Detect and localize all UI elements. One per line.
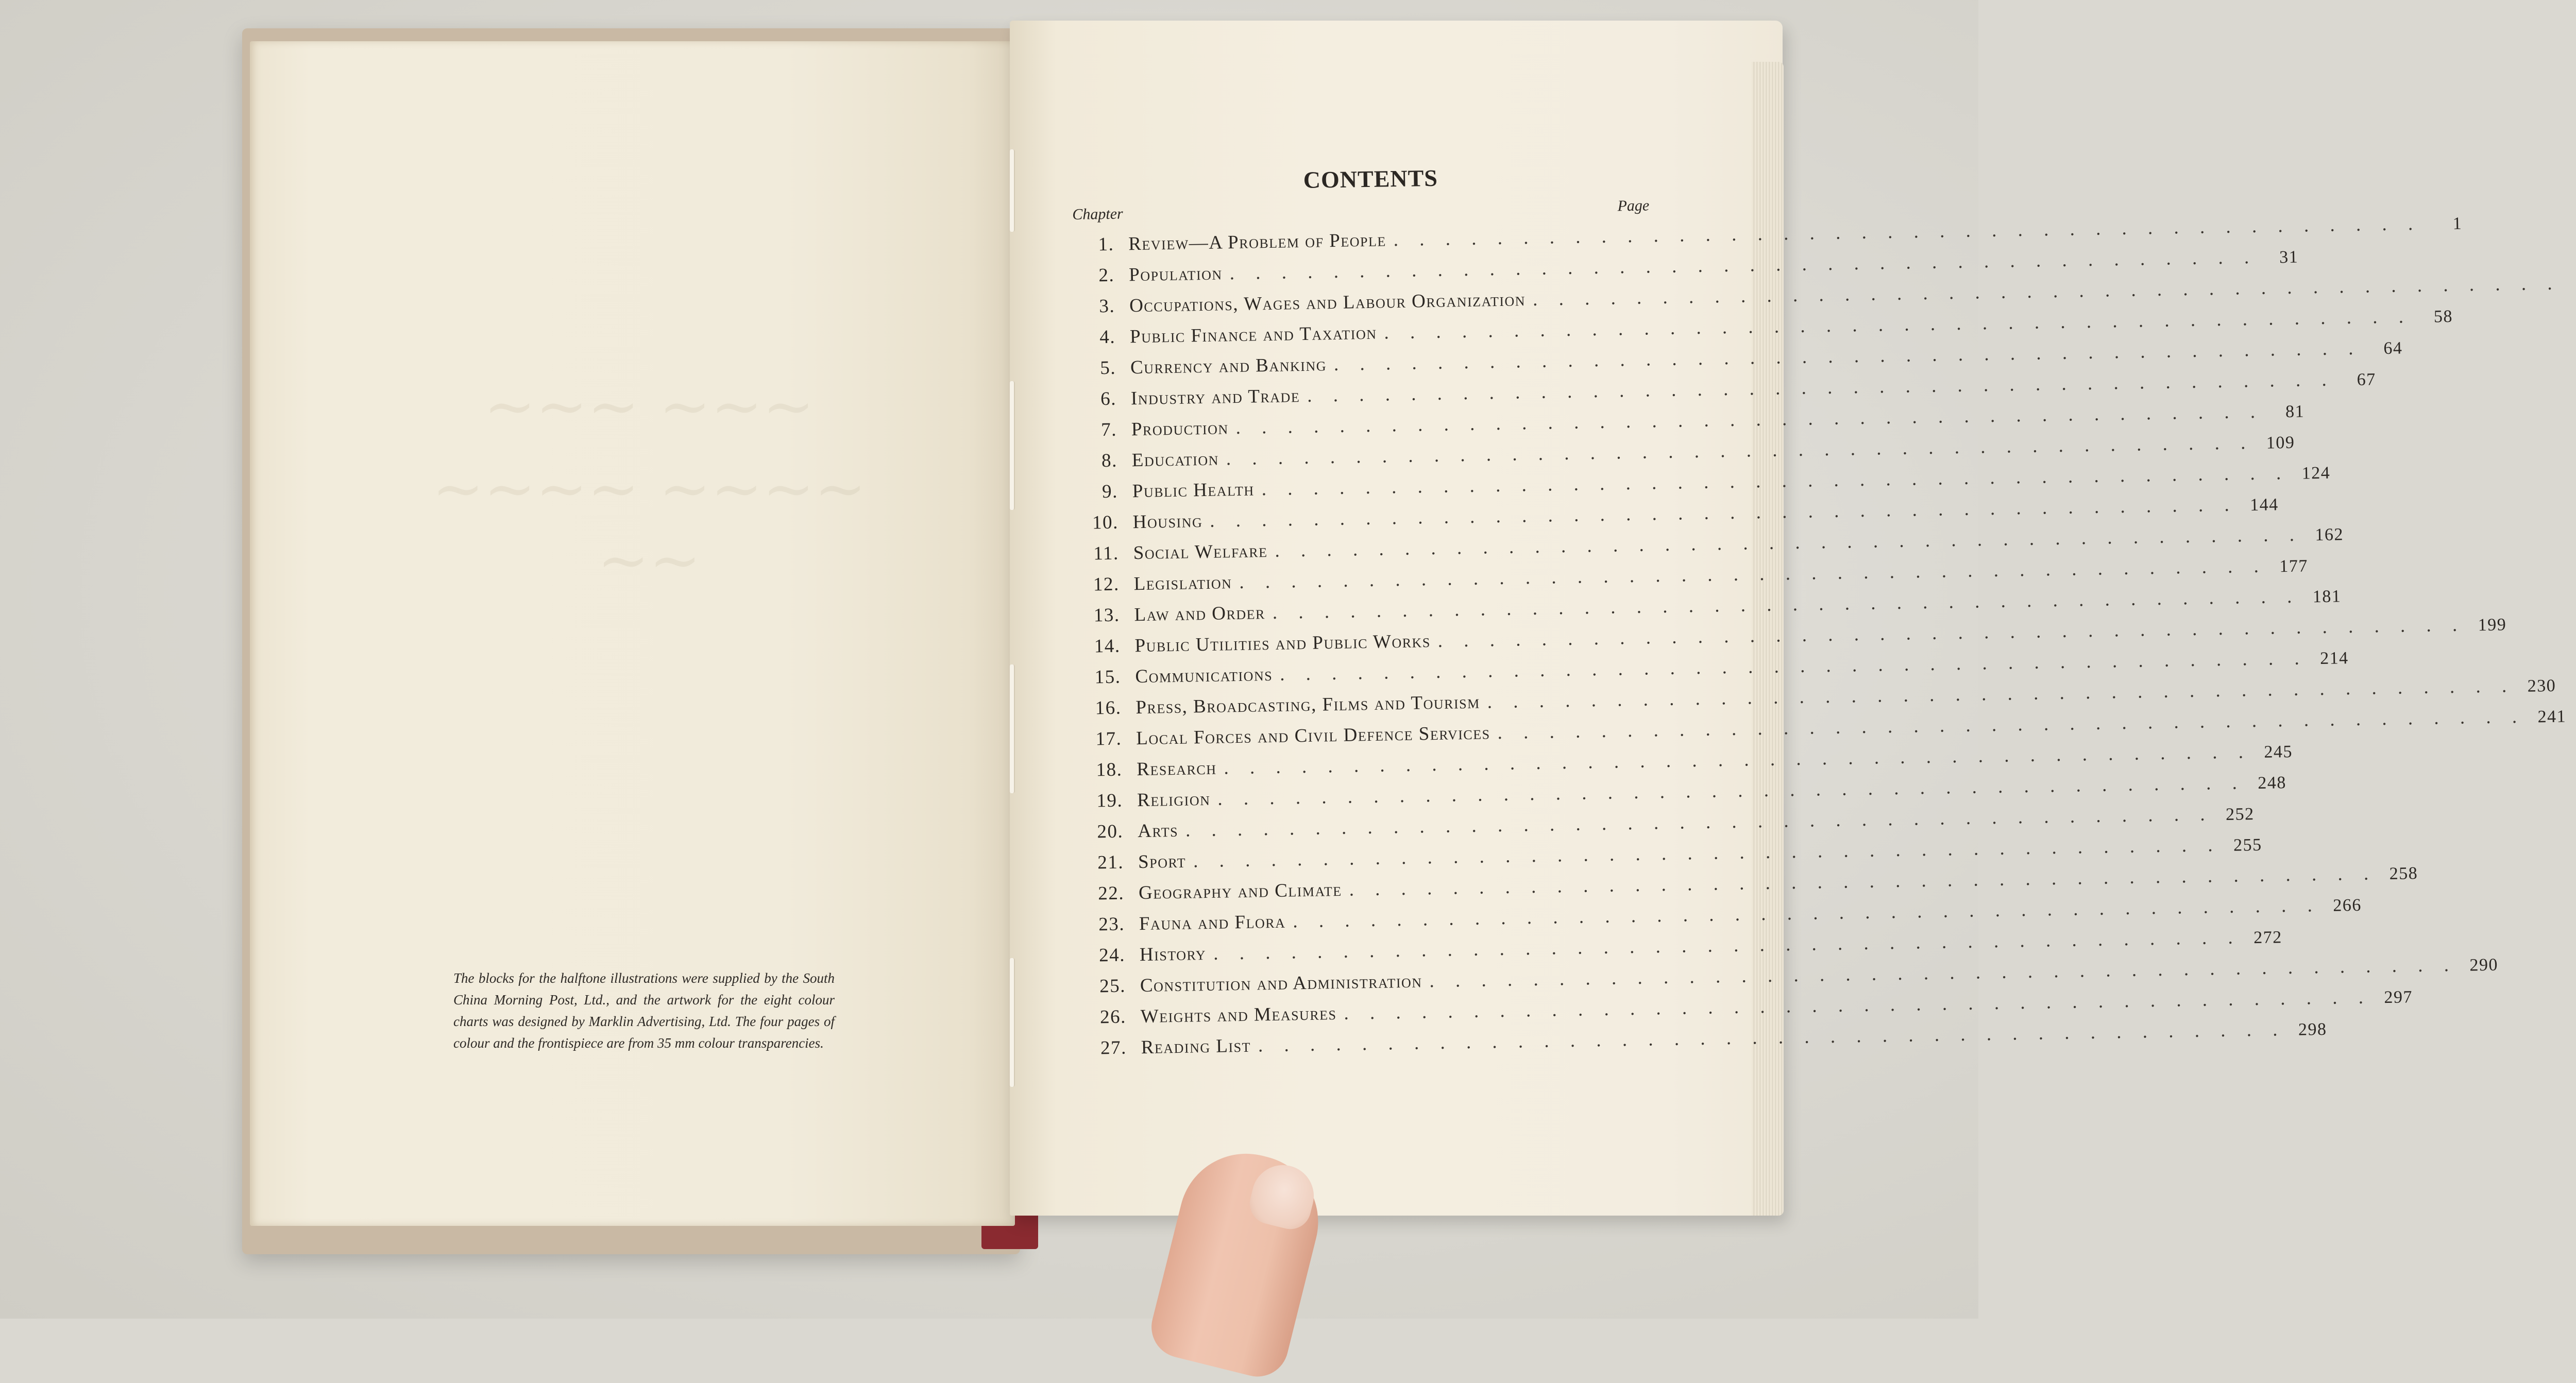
chapter-number: 23. [1098,913,1125,935]
chapter-number: 4. [1099,326,1116,348]
page-number [2560,274,2576,294]
show-through-text-2: ~~~~ ~~~~ ~~ [432,453,867,596]
contents-title: CONTENTS [1303,164,1438,193]
chapter-number: 1. [1098,233,1114,255]
chapter-number: 13. [1093,604,1120,626]
show-through-text-1: ~~~ ~~~ [484,371,815,442]
chapter-number: 24. [1098,944,1126,966]
chapter-title: Weights and Measures [1140,1003,1337,1028]
chapter-number: 19. [1096,790,1123,812]
page-number: 31 [2279,247,2299,267]
chapter-title: Law and Order [1134,602,1266,626]
page-number: 252 [2225,805,2255,824]
chapter-title: Currency and Banking [1130,354,1327,379]
page-number: 266 [2333,895,2362,915]
dot-leader: . . . . . . . . . . . . . . . . . . . . . . . . . . . . . . . . . . . . . . . . [1261,462,2290,500]
chapter-title: Education [1131,448,1219,471]
chapter-title: History [1139,943,1207,966]
dot-leader: . . . . . . . . . . . . . . . . . . . . . . . . . . . . . . . . . . . . . . . . [1272,586,2300,623]
dot-leader: . . . . . . . . . . . . . . . . . . . . . . . . . . . . . . . . . . . . . . . . [1226,432,2254,470]
chapter-number: 22. [1098,882,1125,904]
chapter-number: 7. [1100,419,1117,441]
page-number: 297 [2384,987,2413,1008]
chapter-number: 3. [1099,295,1115,317]
page-number: 109 [2266,433,2295,453]
dot-leader: . . . . . . . . . . . . . . . . . . . . . . . . . . . . . . . . . . . . . . . . [1429,954,2458,992]
chapter-number: 18. [1096,759,1123,781]
chapter-column-label: Chapter [1072,205,1123,223]
chapter-title: Occupations, Wages and Labour Organization [1129,289,1526,317]
chapter-number: 6. [1100,388,1117,410]
chapter-number: 11. [1093,542,1120,565]
dot-leader: . . . . . . . . . . . . . . . . . . . . . . . . . . . . . . . . . . . . . . . . [1224,741,2252,779]
dot-leader: . . . . . . . . . . . . . . . . . . . . . . . . . . . . . . . . . . . . . . . . [1437,614,2466,652]
chapter-title: Review—A Problem of People [1128,229,1387,255]
chapter-title: Population [1128,263,1223,286]
dot-leader: . . . . . . . . . . . . . . . . . . . . . . . . . . . . . . . . . . . . . . . . [1217,772,2246,810]
chapter-title: Industry and Trade [1130,385,1300,409]
chapter-number: 16. [1095,697,1122,719]
binding-stitch [1009,149,1015,232]
page-column-label: Page [1617,197,1650,215]
page-number: 181 [2312,587,2342,607]
chapter-title: Public Health [1132,479,1255,502]
chapter-title: Production [1131,417,1229,440]
chapter-title: Communications [1135,663,1273,688]
page-number: 298 [2298,1019,2327,1039]
page-number: 248 [2258,773,2287,793]
dot-leader: . . . . . . . . . . . . . . . . . . . . . . . . . . . . . . . . . . . . . . . . [1532,272,2561,310]
chapter-title: Reading List [1141,1035,1251,1058]
chapter-number: 20. [1097,821,1124,843]
dot-leader: . . . . . . . . . . . . . . . . . . . . . . . . . . . . . . . . . . . . . . . . [1193,834,2221,872]
dot-leader: . . . . . . . . . . . . . . . . . . . . . . . . . . . . . . . . . . . . . . . . [1349,863,2377,900]
chapter-title: Legislation [1133,572,1232,595]
dot-leader: . . . . . . . . . . . . . . . . . . . . . . . . . . . . . . . . . . . . . . . . [1487,675,2515,713]
dot-leader: . . . . . . . . . . . . . . . . . . . . . . . . . . . . . . . . . . . . . . . . [1279,647,2308,685]
chapter-number: 15. [1094,666,1121,688]
dot-leader: . . . . . . . . . . . . . . . . . . . . . . . . . . . . . . . . . . . . . . . . [1235,401,2264,439]
dot-leader: . . . . . . . . . . . . . . . . . . . . . . . . . . . . . . . . . . . . . . . . [1384,306,2412,344]
page-number: 177 [2279,556,2309,576]
chapter-title: Religion [1137,788,1211,811]
chapter-title: Geography and Climate [1138,879,1342,904]
chapter-title: Fauna and Flora [1139,911,1286,935]
chapter-number: 14. [1094,635,1121,657]
dot-leader: . . . . . . . . . . . . . . . . . . . . . . . . . . . . . . . . . . . . . . . . [1344,986,2372,1024]
chapter-title: Press, Broadcasting, Films and Tourism [1136,691,1480,719]
page-number: 144 [2249,495,2279,515]
page-number: 272 [2253,928,2282,948]
chapter-number: 8. [1101,450,1118,472]
dot-leader: . . . . . . . . . . . . . . . . . . . . . . . . . . . . . . . . . . . . . . . . [1229,246,2258,284]
page-number: 1 [2452,214,2463,233]
dot-leader: . . . . . . . . . . . . . . . . . . . . . . . . . . . . . . . . . . . . . . . . [1393,213,2421,251]
chapter-title: Local Forces and Civil Defence Services [1136,722,1490,749]
page-number: 162 [2315,525,2344,545]
chapter-number: 26. [1099,1006,1127,1028]
binding-stitch [1009,664,1015,793]
dot-leader: . . . . . . . . . . . . . . . . . . . . . . . . . . . . . . . . . . . . . . . . [1497,706,2526,744]
page-number: 58 [2433,306,2453,327]
dot-leader: . . . . . . . . . . . . . . . . . . . . . . . . . . . . . . . . . . . . . . . . [1258,1019,2286,1056]
dot-leader: . . . . . . . . . . . . . . . . . . . . . . . . . . . . . . . . . . . . . . . . [1213,927,2241,964]
page-number: 64 [2383,338,2403,358]
chapter-number: 12. [1093,573,1120,595]
page-number: 67 [2357,370,2376,389]
chapter-number: 25. [1099,975,1126,997]
dot-leader: . . . . . . . . . . . . . . . . . . . . . . . . . . . . . . . . . . . . . . . . [1293,895,2321,932]
binding-stitch [1009,381,1015,510]
chapter-title: Sport [1138,850,1187,873]
page-number: 290 [2469,955,2499,975]
chapter-number: 27. [1100,1037,1127,1059]
chapter-title: Public Finance and Taxation [1129,322,1377,348]
table-of-contents [1072,161,2567,1068]
chapter-title: Research [1136,757,1217,780]
chapter-number: 10. [1092,511,1119,534]
dot-leader: . . . . . . . . . . . . . . . . . . . . . . . . . . . . . . . . . . . . . . . . [1209,494,2238,532]
page-number: 245 [2264,742,2293,762]
dot-leader: . . . . . . . . . . . . . . . . . . . . . . . . . . . . . . . . . . . . . . . . [1275,524,2303,561]
chapter-title: Housing [1132,510,1203,533]
chapter-title: Arts [1137,819,1179,842]
chapter-number: 17. [1095,728,1122,750]
chapter-title: Public Utilities and Public Works [1134,630,1431,657]
page-number: 81 [2285,402,2305,422]
dot-leader: . . . . . . . . . . . . . . . . . . . . . . . . . . . . . . . . . . . . . . . . [1307,369,2335,406]
chapter-number: 5. [1099,357,1116,379]
chapter-title: Constitution and Administration [1140,970,1422,997]
page-number: 214 [2319,648,2349,669]
chapter-number: 9. [1101,481,1118,503]
chapter-number: 21. [1097,851,1124,874]
page-number: 241 [2537,707,2567,727]
page-number: 255 [2233,835,2262,855]
chapter-title: Social Welfare [1133,540,1268,564]
chapter-number: 2. [1098,264,1115,286]
dot-leader: . . . . . . . . . . . . . . . . . . . . . . . . . . . . . . . . . . . . . . . . [1333,337,2362,375]
page-number: 258 [2389,864,2418,883]
binding-stitch [1009,958,1015,1087]
page-number: 230 [2527,676,2556,696]
dot-leader: . . . . . . . . . . . . . . . . . . . . . . . . . . . . . . . . . . . . . . . . [1185,804,2213,841]
illustration-credit: The blocks for the halftone illustrations were supplied by the South China Morning Post, Ltd., and the artwork for the eight colour charts was designed by Marklin Advertising, Ltd. The four pages of colour and the frontispiece are from 35 mm colour transparencies. [453,970,835,1051]
dot-leader: . . . . . . . . . . . . . . . . . . . . . . . . . . . . . . . . . . . . . . . . [1239,555,2267,593]
page-number: 124 [2301,463,2331,483]
page-number: 199 [2478,615,2507,635]
